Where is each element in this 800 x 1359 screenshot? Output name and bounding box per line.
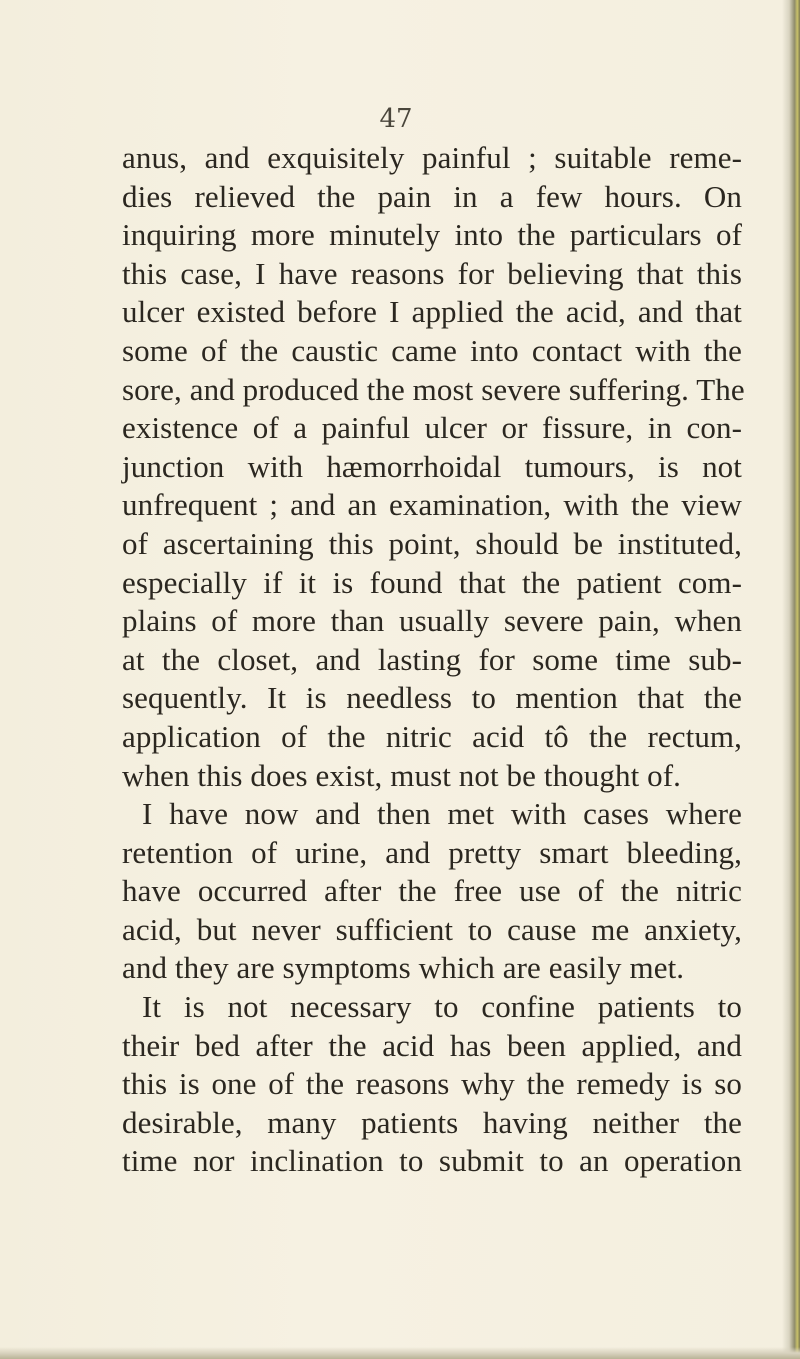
text-line: especially if it is found that the patient com- — [122, 564, 742, 600]
page-edge-bottom — [0, 1347, 800, 1359]
text-line: some of the caustic came into contact with the — [122, 332, 742, 368]
text-line: when this does exist, must not be thought of. — [122, 757, 682, 793]
text-line: sequently. It is needless to mention that the — [122, 680, 742, 716]
text-line: acid, but never sufficient to cause me anxiety, — [122, 911, 742, 947]
text-line: I have now and then met with cases where — [142, 796, 742, 832]
text-line: time nor inclination to submit to an operation — [122, 1143, 742, 1179]
text-line: sore, and produced the most severe suffering. The — [122, 371, 745, 407]
text-line: ulcer existed before I applied the acid, and that — [122, 294, 742, 330]
body-text — [122, 139, 745, 1181]
text-line: dies relieved the pain in a few hours. On — [122, 178, 742, 214]
text-line: plains of more than usually severe pain, when — [122, 603, 742, 639]
text-line: this case, I have reasons for believing that this — [122, 255, 742, 291]
text-line: and they are symptoms which are easily met. — [122, 950, 685, 986]
text-line: their bed after the acid has been applied, and — [122, 1027, 742, 1063]
text-line: existence of a painful ulcer or fissure, in con- — [122, 410, 742, 446]
text-line: anus, and exquisitely painful ; suitable reme- — [122, 140, 742, 175]
text-line: unfrequent ; and an examination, with the view — [122, 487, 742, 523]
text-line: It is not necessary to confine patients to — [142, 989, 742, 1025]
text-line: this is one of the reasons why the remedy is so — [122, 1066, 742, 1102]
text-line: retention of urine, and pretty smart bleeding, — [122, 834, 742, 870]
text-line: of ascertaining this point, should be instituted, — [122, 525, 742, 561]
text-line: junction with hæmorrhoidal tumours, is not — [122, 448, 742, 484]
text-line: have occurred after the free use of the nitric — [122, 873, 742, 909]
text-line: inquiring more minutely into the particulars of — [122, 217, 742, 253]
text-line: at the closet, and lasting for some time sub- — [122, 641, 742, 677]
page-number: 47 — [379, 104, 413, 134]
page-edge-right — [782, 0, 800, 1359]
text-line: desirable, many patients having neither the — [122, 1104, 742, 1140]
text-line: application of the nitric acid tô the rectum, — [122, 718, 742, 754]
